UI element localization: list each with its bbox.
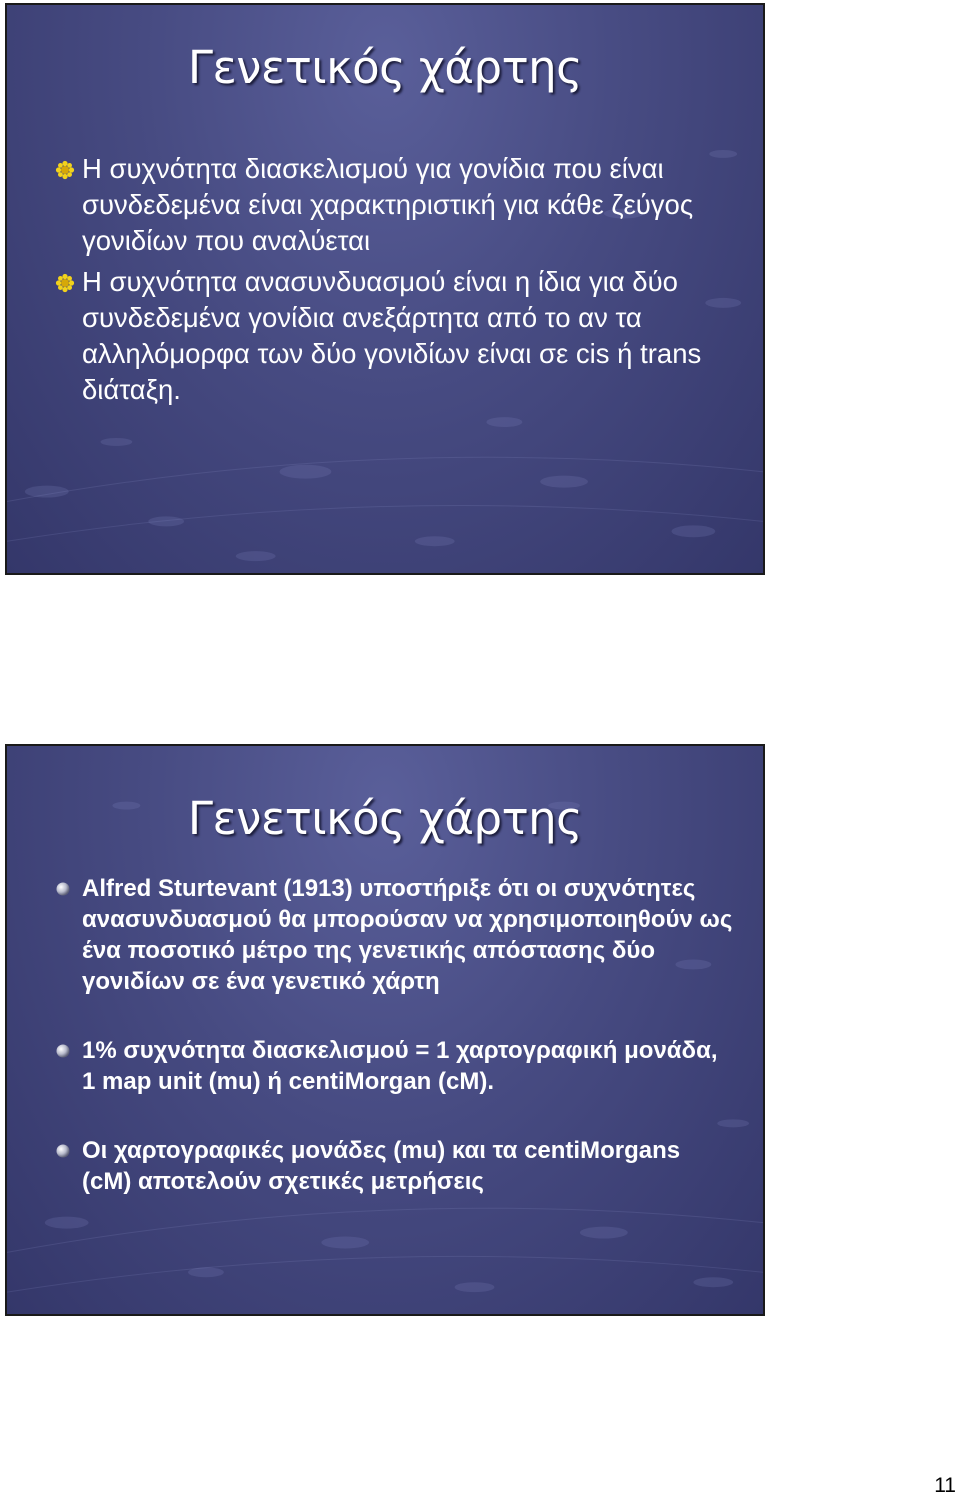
slide-1 — [5, 3, 765, 575]
slide-2-title: Γενετικός χάρτης — [187, 792, 583, 845]
yellow-flower-icon — [55, 273, 75, 293]
slide-1-title: Γενετικός χάρτης — [187, 41, 583, 94]
slide-2-bullet-text: 1% συχνότητα διασκελισμού = 1 χαρτογραφική μονάδα, 1 map unit (mu) ή centiMorgan (cM). — [82, 1037, 718, 1095]
slide-1-bullet-text: Η συχνότητα διασκελισμού για γονίδια που είναι συνδεδεμένα είναι χαρακτηριστική για κάθε ζεύγος γονιδίων που αναλύεται — [82, 153, 694, 256]
slide-1-bullet-list — [57, 151, 733, 413]
slide-2-bullet-text: Alfred Sturtevant (1913) υποστήριξε ότι οι συχνότητες ανασυνδυασμού θα μπορούσαν να χρησιμοποιηθούν ως ένα ποσοτικό μέτρο της γενετικής απόστασης δύο γονιδίων σε ένα γενετικό χάρτη — [82, 875, 733, 995]
slide-2 — [5, 744, 765, 1316]
yellow-flower-icon — [55, 160, 75, 180]
slide-1-bullet — [57, 264, 733, 408]
gray-sphere-icon — [55, 881, 71, 897]
slide-1-bullet-text: Η συχνότητα ανασυνδυασμού είναι η ίδια για δύο συνδεδεμένα γονίδια ανεξάρτητα από το αν τα αλληλόμορφα των δύο γονιδίων είναι σε cis ή trans διάταξη. — [82, 266, 702, 405]
gray-sphere-icon — [55, 1043, 71, 1059]
page-number: 11 — [934, 1474, 956, 1497]
slide-2-bullet — [57, 1135, 733, 1197]
slide-2-bullet — [57, 1035, 733, 1097]
slide-2-bullet-text: Οι χαρτογραφικές μονάδες (mu) και τα centiMorgans (cM) αποτελούν σχετικές μετρήσεις — [82, 1137, 681, 1195]
slide-1-bullet — [57, 151, 733, 259]
slide-2-bullet-list — [57, 873, 733, 1235]
gray-sphere-icon — [55, 1143, 71, 1159]
slide-2-bullet — [57, 873, 733, 997]
